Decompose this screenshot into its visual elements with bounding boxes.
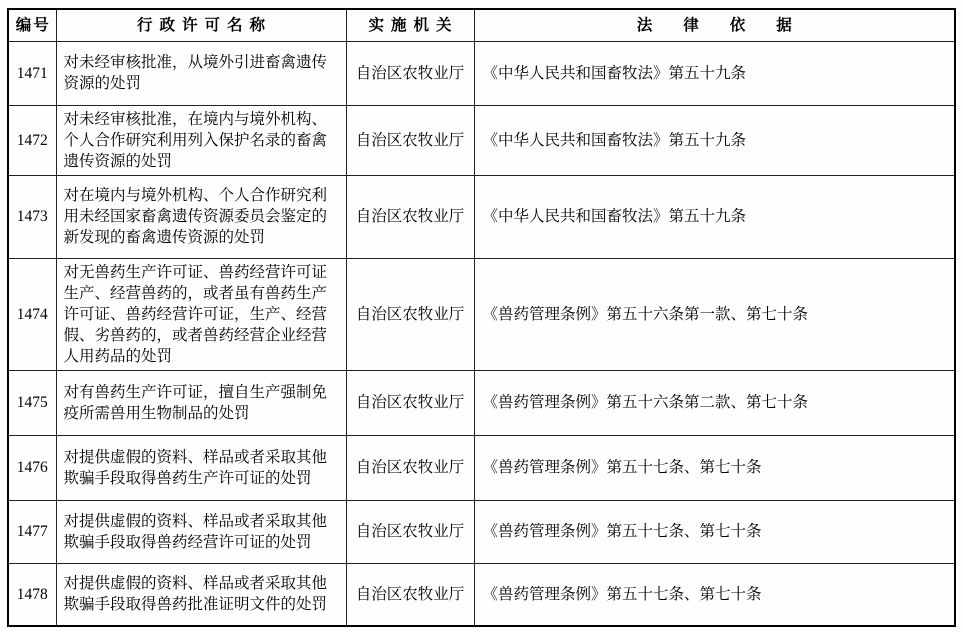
header-row: [8, 9, 955, 41]
authority-cell: 自治区农牧业厅: [346, 370, 474, 435]
row-number-cell: 1471: [8, 41, 56, 105]
legal-basis-cell: 《兽药管理条例》第五十六条第二款、第七十条: [474, 370, 955, 435]
permit-name-cell: 对提供虚假的资料、样品或者采取其他欺骗手段取得兽药经营许可证的处罚: [56, 500, 346, 563]
header-number: 编号: [8, 9, 56, 41]
table-header: [8, 9, 955, 41]
legal-basis-cell: 《中华人民共和国畜牧法》第五十九条: [474, 105, 955, 175]
legal-basis-cell: 《中华人民共和国畜牧法》第五十九条: [474, 41, 955, 105]
row-number-cell: 1475: [8, 370, 56, 435]
table-row: [8, 563, 955, 626]
row-number-cell: 1473: [8, 175, 56, 258]
header-legal-basis: 法律依据: [474, 9, 955, 41]
legal-basis-cell: 《中华人民共和国畜牧法》第五十九条: [474, 175, 955, 258]
legal-basis-cell: 《兽药管理条例》第五十六条第一款、第七十条: [474, 258, 955, 370]
table-row: [8, 370, 955, 435]
authority-cell: 自治区农牧业厅: [346, 563, 474, 626]
row-number-cell: 1472: [8, 105, 56, 175]
table-row: [8, 175, 955, 258]
permit-name-cell: 对提供虚假的资料、样品或者采取其他欺骗手段取得兽药生产许可证的处罚: [56, 435, 346, 500]
row-number-cell: 1477: [8, 500, 56, 563]
header-permit-name: 行政许可名称: [56, 9, 346, 41]
authority-cell: 自治区农牧业厅: [346, 105, 474, 175]
permit-name-cell: 对未经审核批准，从境外引进畜禽遗传资源的处罚: [56, 41, 346, 105]
table-row: [8, 105, 955, 175]
authority-cell: 自治区农牧业厅: [346, 500, 474, 563]
permits-table: [7, 8, 956, 627]
permit-name-cell: 对无兽药生产许可证、兽药经营许可证生产、经营兽药的，或者虽有兽药生产许可证、兽药经营许可证，生产、经营假、劣兽药的，或者兽药经营企业经营人用药品的处罚: [56, 258, 346, 370]
authority-cell: 自治区农牧业厅: [346, 175, 474, 258]
table-row: [8, 41, 955, 105]
authority-cell: 自治区农牧业厅: [346, 41, 474, 105]
authority-cell: 自治区农牧业厅: [346, 435, 474, 500]
permit-name-cell: 对在境内与境外机构、个人合作研究利用未经国家畜禽遗传资源委员会鉴定的新发现的畜禽遗传资源的处罚: [56, 175, 346, 258]
legal-basis-cell: 《兽药管理条例》第五十七条、第七十条: [474, 500, 955, 563]
table-row: [8, 435, 955, 500]
table-row: [8, 500, 955, 563]
row-number-cell: 1476: [8, 435, 56, 500]
table-row: [8, 258, 955, 370]
header-authority: 实施机关: [346, 9, 474, 41]
authority-cell: 自治区农牧业厅: [346, 258, 474, 370]
permit-name-cell: 对未经审核批准，在境内与境外机构、个人合作研究利用列入保护名录的畜禽遗传资源的处罚: [56, 105, 346, 175]
permit-name-cell: 对有兽药生产许可证，擅自生产强制免疫所需兽用生物制品的处罚: [56, 370, 346, 435]
row-number-cell: 1474: [8, 258, 56, 370]
table-body: [8, 41, 955, 626]
row-number-cell: 1478: [8, 563, 56, 626]
legal-basis-cell: 《兽药管理条例》第五十七条、第七十条: [474, 563, 955, 626]
permit-name-cell: 对提供虚假的资料、样品或者采取其他欺骗手段取得兽药批准证明文件的处罚: [56, 563, 346, 626]
legal-basis-cell: 《兽药管理条例》第五十七条、第七十条: [474, 435, 955, 500]
